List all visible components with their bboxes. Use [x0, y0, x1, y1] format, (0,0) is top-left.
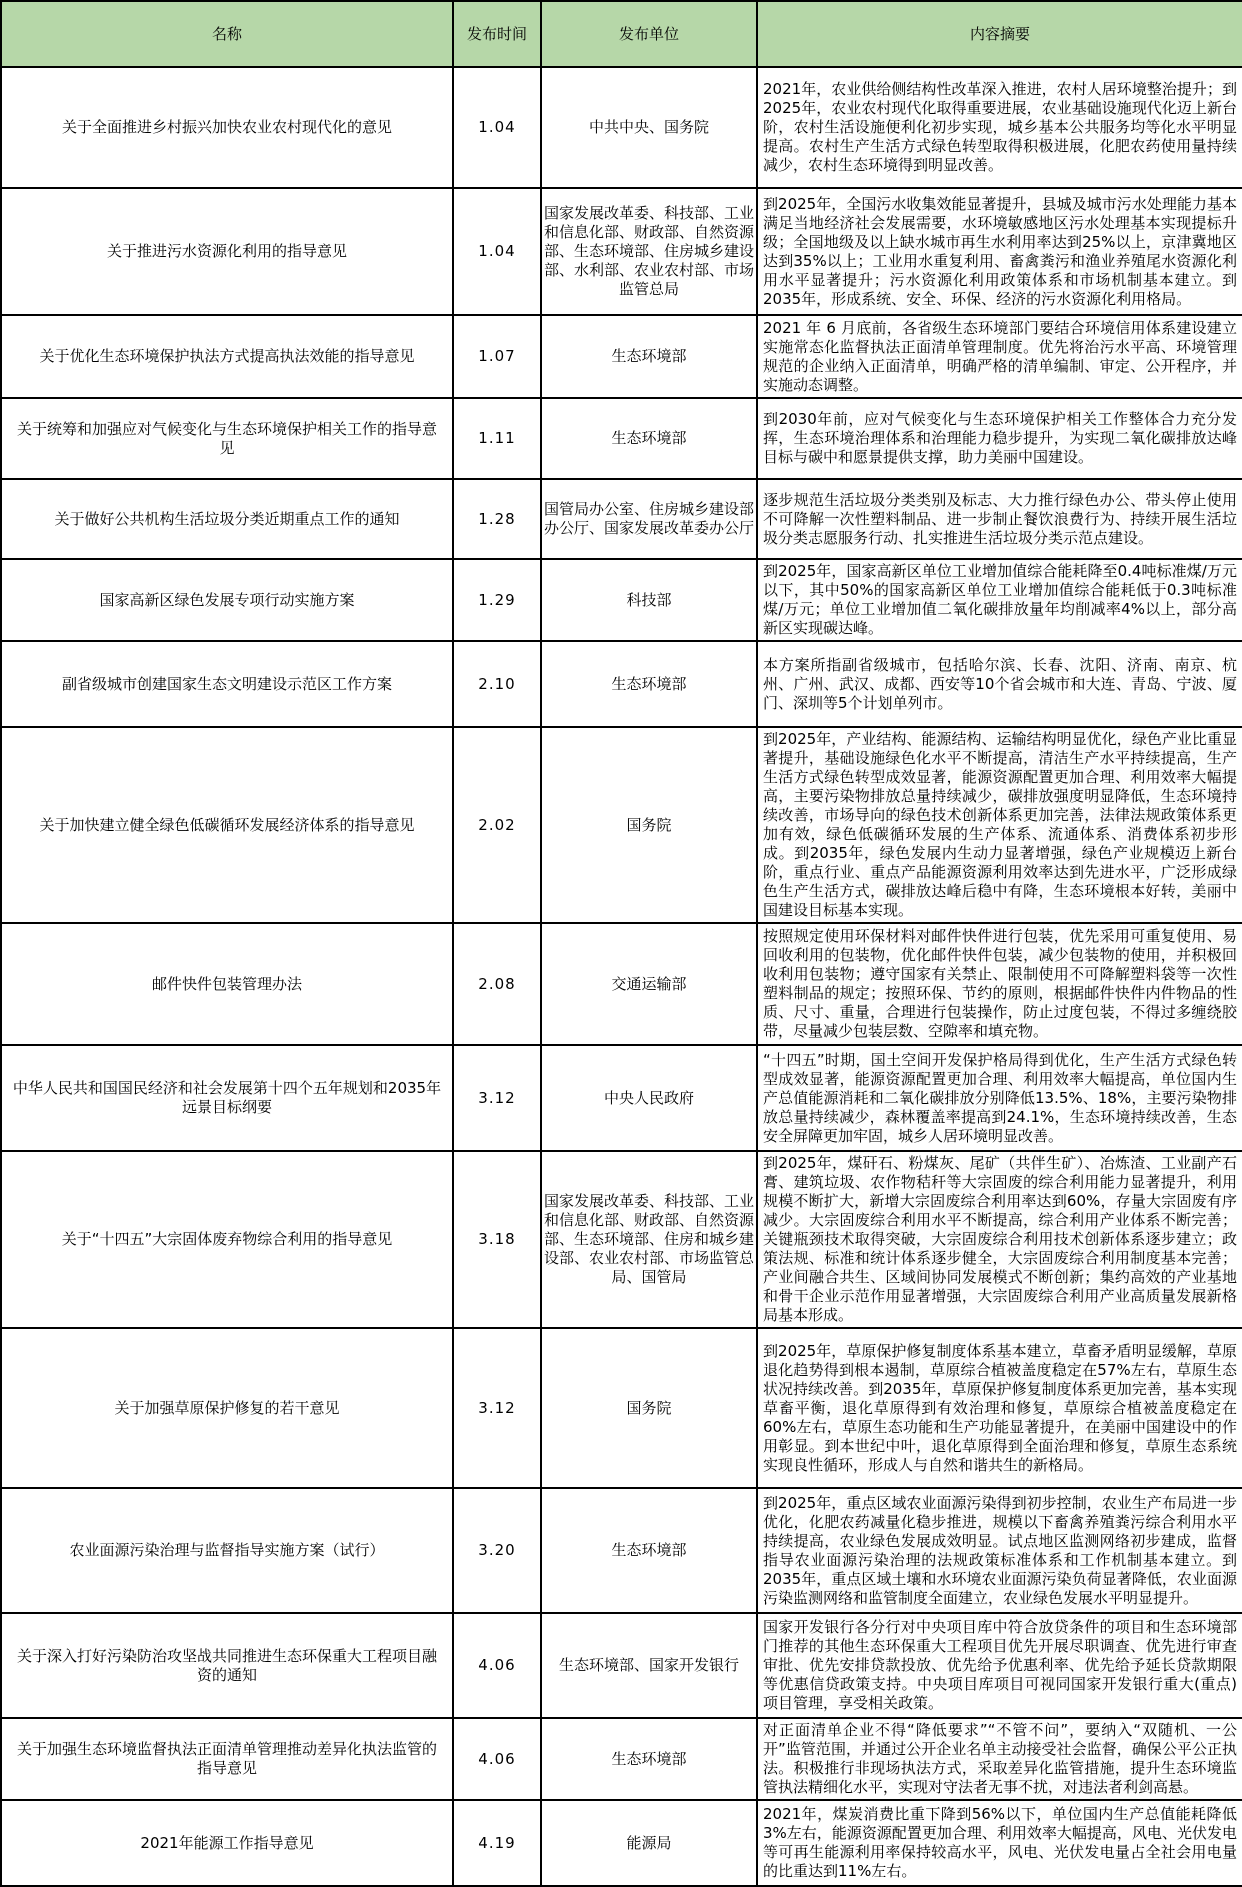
- cell-name: 关于加快建立健全绿色低碳循环发展经济体系的指导意见: [1, 727, 453, 923]
- table-row: [1, 479, 1242, 559]
- cell-summary: 到2025年，煤矸石、粉煤灰、尾矿（共伴生矿）、冶炼渣、工业副产石膏、建筑垃圾、农作物秸秆等大宗固废的综合利用能力显著提升，利用规模不断扩大，新增大宗固废综合利用率达到60%，存量大宗固废有序减少。大宗固废综合利用水平不断提高，综合利用产业体系不断完善；关键瓶颈技术取得突破，大宗固废综合利用技术创新体系逐步建立；政策法规、标准和统计体系逐步健全，大宗固废综合利用制度基本完善；产业间融合共生、区域间协同发展模式不断创新；集约高效的产业基地和骨干企业示范作用显著增强，大宗固废综合利用产业高质量发展新格局基本形成。: [757, 1151, 1242, 1328]
- cell-date: 2.08: [453, 923, 541, 1045]
- cell-summary: 2021年，农业供给侧结构性改革深入推进，农村人居环境整治提升；到2025年，农业农村现代化取得重要进展，农业基础设施现代化迈上新台阶，农村生活设施便利化初步实现，城乡基本公共服务均等化水平明显提高。农村生产生活方式绿色转型取得积极进展，化肥农药使用量持续减少，农村生态环境得到明显改善。: [757, 67, 1242, 188]
- cell-name: 关于深入打好污染防治攻坚战共同推进生态环保重大工程项目融资的通知: [1, 1613, 453, 1718]
- cell-date: 4.06: [453, 1718, 541, 1800]
- cell-date: 1.07: [453, 315, 541, 398]
- cell-date: 1.11: [453, 398, 541, 479]
- cell-summary: 到2025年，草原保护修复制度体系基本建立，草畜矛盾明显缓解，草原退化趋势得到根本遏制，草原综合植被盖度稳定在57%左右，草原生态状况持续改善。到2035年，草原保护修复制度体系更加完善，基本实现草畜平衡，退化草原得到有效治理和修复，草原综合植被盖度稳定在60%左右，草原生态功能和生产功能显著提升，在美丽中国建设中的作用彰显。到本世纪中叶，退化草原得到全面治理和修复，草原生态系统实现良性循环，形成人与自然和谐共生的新格局。: [757, 1328, 1242, 1488]
- cell-unit: 中共中央、国务院: [541, 67, 757, 188]
- cell-summary: 对正面清单企业不得“降低要求”“不管不问”，要纳入“双随机、一公开”监管范围，并通过公开企业名单主动接受社会监督，确保公平公正执法。积极推行非现场执法方式，采取差异化监管措施，提升生态环境监管执法精细化水平，实现对守法者无事不扰，对违法者利剑高悬。: [757, 1718, 1242, 1800]
- column-header-name: 名称: [1, 1, 453, 67]
- table-row: [1, 1045, 1242, 1151]
- cell-summary: 到2025年，产业结构、能源结构、运输结构明显优化，绿色产业比重显著提升，基础设施绿色化水平不断提高，清洁生产水平持续提高，生产生活方式绿色转型成效显著，能源资源配置更加合理、利用效率大幅提高，主要污染物排放总量持续减少，碳排放强度明显降低，生态环境持续改善，市场导向的绿色技术创新体系更加完善，法律法规政策体系更加有效，绿色低碳循环发展的生产体系、流通体系、消费体系初步形成。到2035年，绿色发展内生动力显著增强，绿色产业规模迈上新台阶，重点行业、重点产品能源资源利用效率达到先进水平，广泛形成绿色生产生活方式，碳排放达峰后稳中有降，生态环境根本好转，美丽中国建设目标基本实现。: [757, 727, 1242, 923]
- cell-summary: 2021 年 6 月底前，各省级生态环境部门要结合环境信用体系建设建立实施常态化监督执法正面清单管理制度。优先将治污水平高、环境管理规范的企业纳入正面清单，明确严格的清单编制、审定、公开程序，并实施动态调整。: [757, 315, 1242, 398]
- column-header-unit: 发布单位: [541, 1, 757, 67]
- table-row: [1, 641, 1242, 727]
- cell-date: 2.10: [453, 641, 541, 727]
- cell-date: 4.19: [453, 1800, 541, 1886]
- column-header-summary: 内容摘要: [757, 1, 1242, 67]
- cell-date: 4.06: [453, 1613, 541, 1718]
- cell-summary: 逐步规范生活垃圾分类类别及标志、大力推行绿色办公、带头停止使用不可降解一次性塑料制品、进一步制止餐饮浪费行为、持续开展生活垃圾分类志愿服务行动、扎实推进生活垃圾分类示范点建设。: [757, 479, 1242, 559]
- cell-name: 关于全面推进乡村振兴加快农业农村现代化的意见: [1, 67, 453, 188]
- cell-date: 1.04: [453, 67, 541, 188]
- table-row: [1, 559, 1242, 641]
- cell-name: 国家高新区绿色发展专项行动实施方案: [1, 559, 453, 641]
- cell-date: 1.29: [453, 559, 541, 641]
- cell-name: 关于优化生态环境保护执法方式提高执法效能的指导意见: [1, 315, 453, 398]
- table-row: [1, 67, 1242, 188]
- cell-summary: 按照规定使用环保材料对邮件快件进行包装，优先采用可重复使用、易回收利用的包装物，优化邮件快件包装，减少包装物的使用，并积极回收利用包装物；遵守国家有关禁止、限制使用不可降解塑料袋等一次性塑料制品的规定；按照环保、节约的原则，根据邮件快件内件物品的性质、尺寸、重量，合理进行包装操作，防止过度包装，不得过多缠绕胶带，尽量减少包装层数、空隙率和填充物。: [757, 923, 1242, 1045]
- table-row: [1, 315, 1242, 398]
- cell-unit: 生态环境部: [541, 1488, 757, 1613]
- cell-unit: 中央人民政府: [541, 1045, 757, 1151]
- column-header-date: 发布时间: [453, 1, 541, 67]
- table-row: [1, 923, 1242, 1045]
- cell-date: 3.12: [453, 1045, 541, 1151]
- cell-unit: 科技部: [541, 559, 757, 641]
- cell-unit: 生态环境部: [541, 1718, 757, 1800]
- cell-name: 副省级城市创建国家生态文明建设示范区工作方案: [1, 641, 453, 727]
- cell-unit: 交通运输部: [541, 923, 757, 1045]
- table-row: [1, 398, 1242, 479]
- cell-unit: 国家发展改革委、科技部、工业和信息化部、财政部、自然资源部、生态环境部、住房城乡建设部、水利部、农业农村部、市场监管总局: [541, 188, 757, 315]
- cell-summary: 到2030年前，应对气候变化与生态环境保护相关工作整体合力充分发挥，生态环境治理体系和治理能力稳步提升，为实现二氧化碳排放达峰目标与碳中和愿景提供支撑，助力美丽中国建设。: [757, 398, 1242, 479]
- header-row: [1, 1, 1242, 67]
- cell-date: 1.28: [453, 479, 541, 559]
- table-row: [1, 1488, 1242, 1613]
- table-row: [1, 1151, 1242, 1328]
- cell-date: 2.02: [453, 727, 541, 923]
- cell-unit: 生态环境部: [541, 315, 757, 398]
- cell-summary: 2021年，煤炭消费比重下降到56%以下，单位国内生产总值能耗降低3%左右，能源资源配置更加合理、利用效率大幅提高，风电、光伏发电等可再生能源利用率保持较高水平，风电、光伏发电量占全社会用电量的比重达到11%左右。: [757, 1800, 1242, 1886]
- cell-name: 关于做好公共机构生活垃圾分类近期重点工作的通知: [1, 479, 453, 559]
- table-row: [1, 1613, 1242, 1718]
- cell-date: 3.20: [453, 1488, 541, 1613]
- cell-unit: 国务院: [541, 1328, 757, 1488]
- cell-unit: 国务院: [541, 727, 757, 923]
- cell-name: 邮件快件包装管理办法: [1, 923, 453, 1045]
- cell-unit: 生态环境部、国家开发银行: [541, 1613, 757, 1718]
- cell-unit: 能源局: [541, 1800, 757, 1886]
- cell-unit: 生态环境部: [541, 641, 757, 727]
- cell-unit: 生态环境部: [541, 398, 757, 479]
- cell-date: 1.04: [453, 188, 541, 315]
- cell-summary: 到2025年，全国污水收集效能显著提升，县城及城市污水处理能力基本满足当地经济社会发展需要，水环境敏感地区污水处理基本实现提标升级；全国地级及以上缺水城市再生水利用率达到25%以上，京津冀地区达到35%以上；工业用水重复利用、畜禽粪污和渔业养殖尾水资源化利用水平显著提升；污水资源化利用政策体系和市场机制基本建立。到2035年，形成系统、安全、环保、经济的污水资源化利用格局。: [757, 188, 1242, 315]
- table-row: [1, 1800, 1242, 1886]
- table-row: [1, 1718, 1242, 1800]
- cell-name: 关于加强生态环境监督执法正面清单管理推动差异化执法监管的指导意见: [1, 1718, 453, 1800]
- cell-name: 中华人民共和国国民经济和社会发展第十四个五年规划和2035年远景目标纲要: [1, 1045, 453, 1151]
- table-row: [1, 1328, 1242, 1488]
- cell-date: 3.18: [453, 1151, 541, 1328]
- cell-name: 2021年能源工作指导意见: [1, 1800, 453, 1886]
- cell-unit: 国家发展改革委、科技部、工业和信息化部、财政部、自然资源部、生态环境部、住房和城乡建设部、农业农村部、市场监管总局、国管局: [541, 1151, 757, 1328]
- cell-summary: 国家开发银行各分行对中央项目库中符合放贷条件的项目和生态环境部门推荐的其他生态环保重大工程项目优先开展尽职调查、优先进行审查审批、优先安排贷款投放、优先给予优惠利率、优先给予延长贷款期限等优惠信贷政策支持。中央项目库项目可视同国家开发银行重大(重点)项目管理，享受相关政策。: [757, 1613, 1242, 1718]
- table-row: [1, 727, 1242, 923]
- cell-name: 关于统筹和加强应对气候变化与生态环境保护相关工作的指导意见: [1, 398, 453, 479]
- cell-summary: 本方案所指副省级城市，包括哈尔滨、长春、沈阳、济南、南京、杭州、广州、武汉、成都、西安等10个省会城市和大连、青岛、宁波、厦门、深圳等5个计划单列市。: [757, 641, 1242, 727]
- cell-summary: 到2025年，国家高新区单位工业增加值综合能耗降至0.4吨标准煤/万元以下，其中50%的国家高新区单位工业增加值综合能耗低于0.3吨标准煤/万元；单位工业增加值二氧化碳排放量年均削减率4%以上，部分高新区实现碳达峰。: [757, 559, 1242, 641]
- cell-name: 关于“十四五”大宗固体废弃物综合利用的指导意见: [1, 1151, 453, 1328]
- table-row: [1, 188, 1242, 315]
- cell-name: 关于推进污水资源化利用的指导意见: [1, 188, 453, 315]
- cell-summary: 到2025年，重点区域农业面源污染得到初步控制，农业生产布局进一步优化，化肥农药减量化稳步推进，规模以下畜禽养殖粪污综合利用水平持续提高，农业绿色发展成效明显。试点地区监测网络初步建成，监督指导农业面源污染治理的法规政策标准体系和工作机制基本建立。到2035年，重点区域土壤和水环境农业面源污染负荷显著降低，农业面源污染监测网络和监管制度全面建立，农业绿色发展水平明显提升。: [757, 1488, 1242, 1613]
- cell-summary: “十四五”时期，国土空间开发保护格局得到优化，生产生活方式绿色转型成效显著，能源资源配置更加合理、利用效率大幅提高，单位国内生产总值能源消耗和二氧化碳排放分别降低13.5%、18%，主要污染物排放总量持续减少，森林覆盖率提高到24.1%，生态环境持续改善，生态安全屏障更加牢固，城乡人居环境明显改善。: [757, 1045, 1242, 1151]
- cell-name: 关于加强草原保护修复的若干意见: [1, 1328, 453, 1488]
- cell-unit: 国管局办公室、住房城乡建设部办公厅、国家发展改革委办公厅: [541, 479, 757, 559]
- cell-date: 3.12: [453, 1328, 541, 1488]
- cell-name: 农业面源污染治理与监督指导实施方案（试行）: [1, 1488, 453, 1613]
